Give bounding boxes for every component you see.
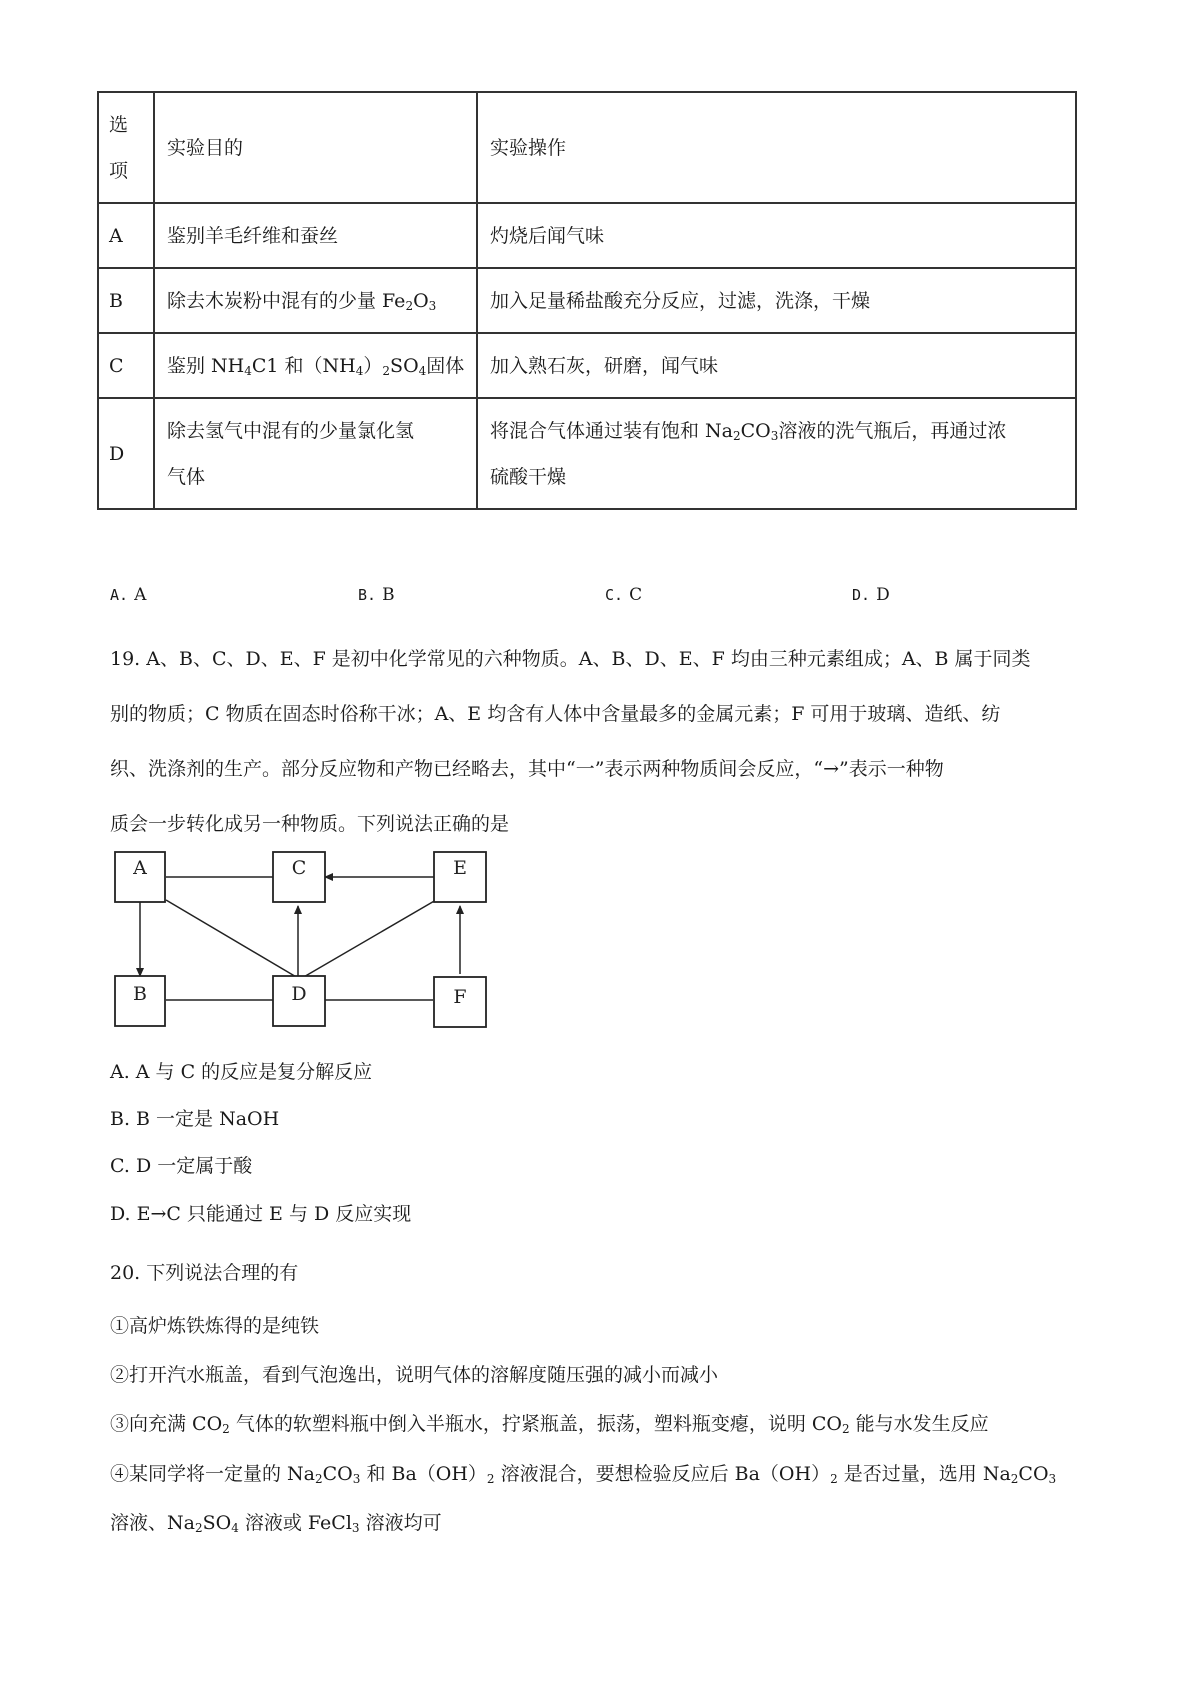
row-operation: 灼烧后闻气味: [477, 203, 1076, 268]
experiment-table: [97, 91, 1077, 510]
q18-choice-d[interactable]: D. D: [852, 585, 890, 605]
node-b-label: B: [133, 983, 147, 1005]
node-e-label: E: [453, 857, 467, 879]
header-option-line1: 选: [109, 113, 129, 136]
table-row: [98, 268, 1076, 333]
q20-statement-2: ②打开汽水瓶盖，看到气泡逸出，说明气体的溶解度随压强的减小而减小: [110, 1364, 719, 1386]
q19-line: 别的物质；C 物质在固态时俗称干冰；A、E 均含有人体中含量最多的金属元素；F 可用于玻璃、造纸、纺: [110, 703, 1001, 725]
row-operation: 加入熟石灰，研磨，闻气味: [477, 333, 1076, 398]
q19-line: 19. A、B、C、D、E、F 是初中化学常见的六种物质。A、B、D、E、F 均由三种元素组成；A、B 属于同类: [110, 648, 1031, 670]
row-aim: 除去氢气中混有的少量氯化氢 气体: [154, 398, 477, 509]
q20-statement-4: ④某同学将一定量的 $Na_2CO_3$ 和 $Ba(OH)_2$ 溶液混合，要想检验反应后 $Ba(OH)_2$ 是否过量，选用 $Na_2CO_3$: [110, 1463, 1057, 1486]
q19-line: 质会一步转化成另一种物质。下列说法正确的是: [110, 813, 510, 835]
edge-e-d: [302, 900, 436, 978]
node-c-label: C: [291, 857, 307, 879]
q20-title: 20. 下列说法合理的有: [110, 1262, 299, 1284]
row-option: B: [98, 268, 154, 333]
row-option: A: [98, 203, 154, 268]
q19-relation-diagram: [110, 840, 510, 1040]
q19-option-c[interactable]: C. D 一定属于酸: [110, 1155, 253, 1177]
row-aim: 除去木炭粉中混有的少量 $Fe_2O_3$: [154, 268, 477, 333]
table-header-row: [98, 92, 1076, 203]
table-row: [98, 333, 1076, 398]
edge-a-d: [166, 900, 298, 978]
row-aim: 鉴别 $NH_4C1$ 和$(NH_4)_2SO_4$固体: [154, 333, 477, 398]
q19-option-b[interactable]: B. B 一定是 NaOH: [110, 1108, 280, 1130]
q19-stem: [110, 632, 1100, 852]
header-option: [98, 92, 154, 203]
table-row: [98, 203, 1076, 268]
q19-option-a[interactable]: A. A 与 C 的反应是复分解反应: [110, 1061, 373, 1083]
q19-line: 织、洗涤剂的生产。部分反应物和产物已经略去，其中“一”表示两种物质间会反应，“→”表示一种物: [110, 758, 944, 780]
table-row: [98, 398, 1076, 509]
q20-statement-3: ③向充满 $CO_2$ 气体的软塑料瓶中倒入半瓶水，拧紧瓶盖，振荡，塑料瓶变瘪，说明 $CO_2$ 能与水发生反应: [110, 1413, 989, 1436]
q20-statement-4-cont: 溶液、$Na_2SO_4$ 溶液或 FeCl$_3$ 溶液均可: [110, 1512, 442, 1535]
header-option-line2: 项: [109, 159, 129, 182]
row-option: D: [98, 398, 154, 509]
q20-statement-1: ①高炉炼铁炼得的是纯铁: [110, 1315, 320, 1337]
node-f-label: F: [453, 986, 467, 1008]
q19-option-d[interactable]: D. E→C 只能通过 E 与 D 反应实现: [110, 1203, 412, 1225]
row-option: C: [98, 333, 154, 398]
row-operation: 加入足量稀盐酸充分反应，过滤，洗涤，干燥: [477, 268, 1076, 333]
q18-choice-a[interactable]: A. A: [110, 585, 147, 605]
node-d-label: D: [291, 983, 307, 1005]
q18-choices: [110, 585, 1090, 615]
q18-choice-c[interactable]: C. C: [605, 585, 643, 605]
node-a-label: A: [133, 857, 147, 879]
header-operation: 实验操作: [477, 92, 1076, 203]
row-operation: 将混合气体通过装有饱和 $Na_2CO_3$溶液的洗气瓶后，再通过浓 硫酸干燥: [477, 398, 1076, 509]
q18-choice-b[interactable]: B. B: [358, 585, 395, 605]
row-aim: 鉴别羊毛纤维和蚕丝: [154, 203, 477, 268]
header-aim: 实验目的: [154, 92, 477, 203]
